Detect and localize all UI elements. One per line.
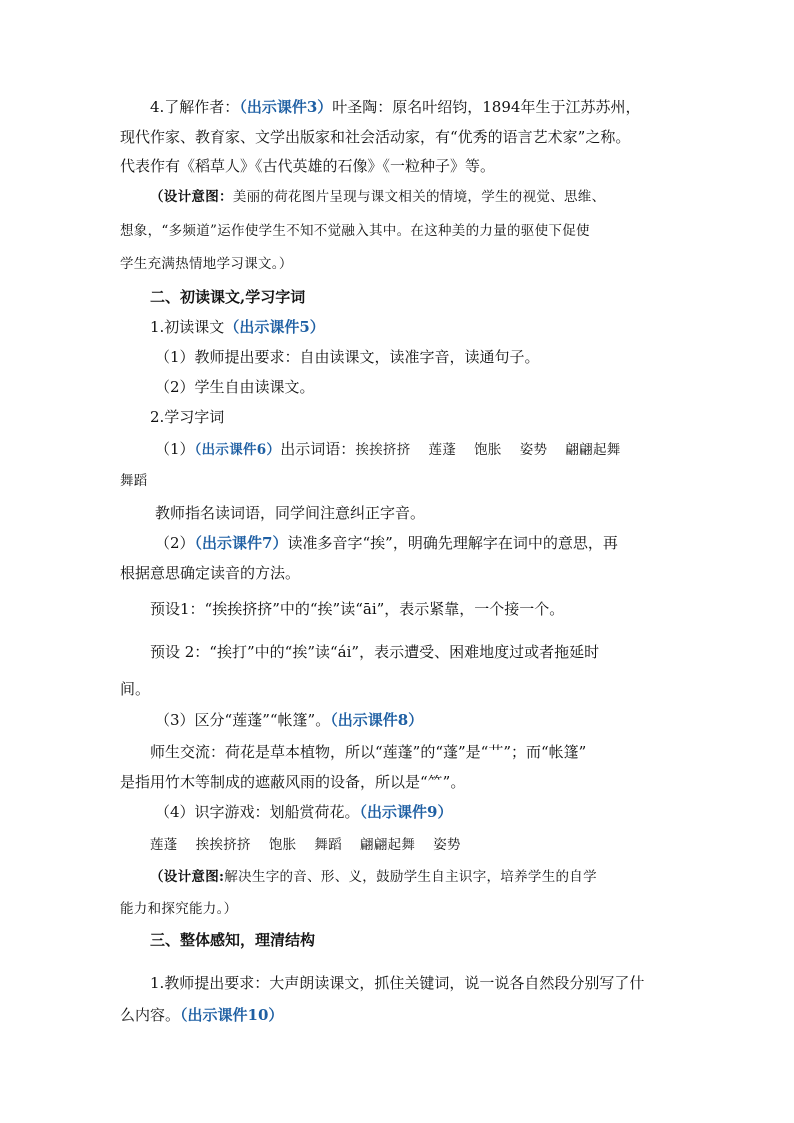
learn-words-step-1 (155, 439, 621, 460)
courseware-ref-6: （出示课件6） (194, 442, 281, 458)
courseware-ref-8: （出示课件8） (330, 711, 424, 729)
design-intent-1-line-2: 想象，“多频道”运作使学生不知不觉融入其中。在这种美的力量的驱使下促使 (120, 223, 590, 239)
learn-words-step-3 (155, 710, 423, 730)
game-text: （4）识字游戏：划船赏荷花。 (155, 803, 360, 821)
design-intent-text: 解决生字的音、形、义，鼓励学生自主识字，培养学生的自学 (224, 869, 597, 885)
courseware-ref-3: （出示课件3） (239, 98, 333, 116)
learn-words-step-4 (155, 802, 453, 822)
first-reading-line (150, 317, 325, 337)
section-heading-2: 二、初读课文,学习字词 (150, 288, 306, 306)
design-intent-1-line-3: 学生充满热情地学习课文。） (120, 256, 293, 272)
design-intent-2-line-1 (150, 867, 597, 887)
vocab-word: 姿势 (433, 837, 461, 853)
vocab-word: 姿势 (519, 442, 548, 458)
preset-1: 预设1：“挨挨挤挤”中的“挨”读“āi”，表示紧靠，一个接一个。 (150, 600, 565, 618)
vocab-review-list (150, 835, 461, 855)
design-intent-text: 美丽的荷花图片呈现与课文相关的情境，学生的视觉、思维、 (232, 189, 606, 205)
overall-line-1: 1.教师提出要求：大声朗读课文，抓住关键词，说一说各自然段分别写了什 (150, 974, 645, 992)
show-words-label: 出示词语： (280, 440, 356, 458)
author-intro-text: 叶圣陶：原名叶绍钧，1894年生于江苏苏州， (332, 98, 641, 116)
discussion-line-1: 师生交流：荷花是草本植物，所以“莲蓬”的“蓬”是“艹”；而“帐篷” (150, 743, 587, 761)
author-intro-line-3: 代表作有《稻草人》《古代英雄的石像》《一粒种子》等。 (120, 157, 496, 175)
word-reading-note: 教师指名读词语，同学间注意纠正字音。 (155, 504, 426, 522)
courseware-ref-10: （出示课件10） (180, 1006, 284, 1024)
vocab-word: 挨挨挤挤 (355, 442, 411, 458)
design-intent-1-line-1 (150, 187, 605, 207)
overall-line-2 (120, 1005, 283, 1025)
first-reading-step-1: （1）教师提出要求：自由读课文，读准字音，读通句子。 (155, 348, 540, 366)
learn-words-heading: 2.学习字词 (150, 408, 225, 426)
polyphone-text: 读准多音字“挨”，明确先理解字在词中的意思，再 (287, 534, 618, 552)
design-intent-label: （设计意图： (150, 189, 233, 205)
distinguish-text: （3）区分“莲蓬”“帐篷”。 (155, 711, 331, 729)
first-reading-step-2: （2）学生自由读课文。 (155, 378, 315, 396)
vocab-word: 饱胀 (474, 442, 502, 458)
author-intro-line-2: 现代作家、教育家、文学出版家和社会活动家，有“优秀的语言艺术家”之称。 (120, 128, 631, 146)
vocab-word: 翩翩起舞 (565, 442, 621, 458)
step-number: （2） (155, 534, 195, 552)
polyphone-text-line-2: 根据意思确定读音的方法。 (120, 564, 301, 582)
preset-2-line-1: 预设 2：“挨打”中的“挨”读“ái”，表示遭受、困难地度过或者拖延时 (150, 643, 600, 661)
step-number: （1） (155, 440, 195, 458)
vocab-word: 舞蹈 (314, 837, 343, 853)
vocab-word: 莲蓬 (150, 837, 178, 853)
discussion-line-2: 是指用竹木等制成的遮蔽风雨的设备，所以是“⺮”。 (120, 773, 466, 791)
vocab-word: 翩翩起舞 (360, 837, 416, 853)
vocab-word: 莲蓬 (428, 442, 457, 458)
preset-2-line-2: 间。 (120, 680, 151, 698)
vocab-word: 挨挨挤挤 (195, 837, 251, 853)
author-intro-label: 4.了解作者： (150, 98, 240, 116)
overall-text: 么内容。 (120, 1006, 181, 1024)
courseware-ref-5: （出示课件5） (224, 318, 325, 336)
courseware-ref-9: （出示课件9） (359, 803, 453, 821)
design-intent-label: （设计意图: (150, 869, 225, 885)
courseware-ref-7: （出示课件7） (194, 534, 288, 552)
first-reading-label: 1.初读课文 (150, 318, 225, 336)
author-intro-line-1 (150, 97, 640, 117)
vocab-word-wrap: 舞蹈 (120, 473, 148, 489)
vocab-word: 饱胀 (268, 837, 297, 853)
learn-words-step-2 (155, 533, 618, 553)
design-intent-2-line-2: 能力和探究能力。） (120, 901, 238, 917)
section-heading-3: 三、整体感知，理清结构 (150, 931, 316, 949)
